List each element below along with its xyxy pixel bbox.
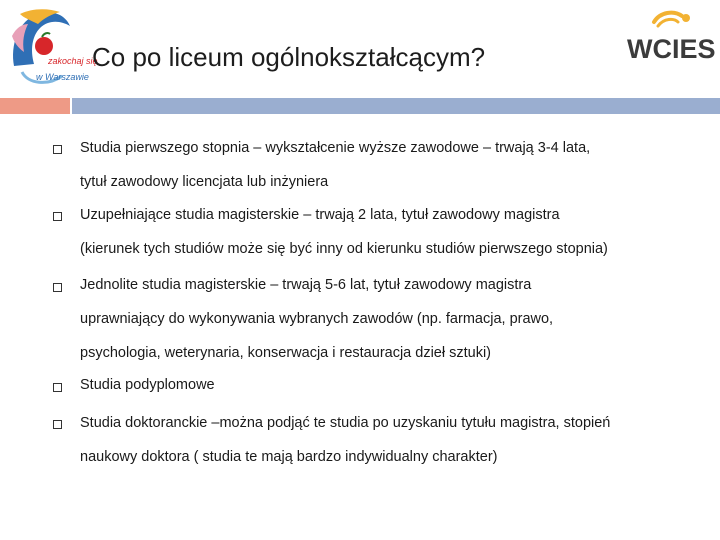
list-item xyxy=(80,406,690,474)
item-text-line: Studia doktoranckie –można podjąć te studia po uzyskaniu tytułu magistra, stopień xyxy=(80,415,611,431)
logo-left-text-1: zakochaj się xyxy=(48,56,98,66)
bullet-square-icon xyxy=(53,383,62,392)
item-text-line: (kierunek tych studiów może się być inny od kierunku studiów pierwszego stopnia) xyxy=(80,241,608,257)
logo-left-text-2: w Warszawie xyxy=(36,72,89,82)
list-item xyxy=(80,268,690,370)
slide-title: Co po liceum ogólnokształcącym? xyxy=(92,42,486,72)
list-item xyxy=(80,131,690,199)
item-text-line: Jednolite studia magisterskie – trwają 5-6 lat, tytuł zawodowy magistra xyxy=(80,277,532,293)
item-text-line: naukowy doktora ( studia te mają bardzo indywidualny charakter) xyxy=(80,449,498,465)
item-text-line: psychologia, weterynaria, konserwacja i restauracja dzieł sztuki) xyxy=(80,345,492,361)
bullet-square-icon xyxy=(53,420,62,429)
item-text-line: Uzupełniające studia magisterskie – trwają 2 lata, tytuł zawodowy magistra xyxy=(80,207,560,223)
item-text-line: Studia podyplomowe xyxy=(80,377,215,393)
list-item xyxy=(80,198,690,266)
bullet-square-icon xyxy=(53,145,62,154)
bullet-square-icon xyxy=(53,212,62,221)
list-item xyxy=(80,368,690,402)
logo-right-text: WCIES xyxy=(627,34,716,64)
item-text-line: tytuł zawodowy licencjata lub inżyniera xyxy=(80,174,329,190)
item-text-line: Studia pierwszego stopnia – wykształcenie wyższe zawodowe – trwają 3-4 lata, xyxy=(80,140,591,156)
bullet-square-icon xyxy=(53,283,62,292)
item-text-line: uprawniający do wykonywania wybranych zawodów (np. farmacja, prawo, xyxy=(80,311,554,327)
